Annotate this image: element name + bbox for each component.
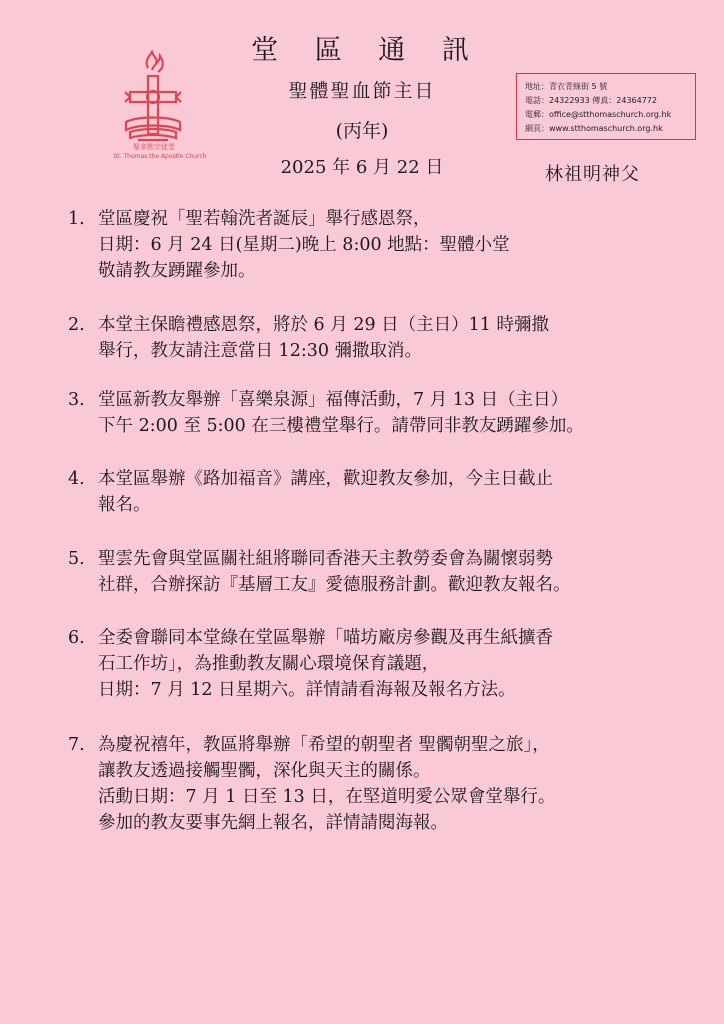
item-number: 3.	[68, 390, 85, 410]
item-number: 5.	[68, 549, 85, 569]
item-text	[98, 387, 688, 439]
contact-box	[516, 73, 696, 140]
logo-caption-cn: 聖多默宗徒堂	[133, 143, 175, 151]
item-line: 堂區新教友舉辦「喜樂泉源」福傳活動，7 月 13 日（主日）	[98, 390, 569, 410]
item-line: 堂區慶祝「聖若翰洗者誕辰」舉行感恩祭，	[98, 209, 431, 229]
item-line: 敬請教友踴躍參加。	[98, 261, 256, 281]
item-line: 為慶祝禧年，教區將舉辦「希望的朝聖者 聖髑朝聖之旅」，	[98, 735, 550, 755]
page-title: 堂 區 通 訊	[251, 35, 483, 66]
announcement-item	[68, 387, 688, 439]
announcement-item	[68, 466, 688, 518]
item-number: 7.	[68, 735, 85, 755]
item-line: 本堂主保瞻禮感恩祭，將於 6 月 29 日（主日）11 時彌撒	[98, 315, 549, 335]
item-number: 2.	[68, 315, 85, 335]
item-line: 社群，合辦探訪『基層工友』愛德服務計劃。歡迎教友報名。	[98, 575, 571, 595]
item-line: 讓教友透過接觸聖髑，深化與天主的關係。	[98, 761, 431, 781]
announcement-item	[68, 206, 688, 284]
item-text	[98, 732, 688, 836]
page-subtitle: 聖體聖血節主日	[288, 80, 436, 102]
item-line: 聖雲先會與堂區關社組將聯同香港天主教勞委會為關懷弱勢	[98, 549, 553, 569]
announcement-item	[68, 546, 688, 598]
item-text	[98, 546, 688, 598]
priest-name: 林祖明神父	[545, 164, 640, 185]
announcement-item	[68, 312, 688, 364]
item-number: 1.	[68, 209, 85, 229]
item-text	[98, 625, 688, 703]
church-logo	[108, 50, 212, 165]
contact-phone: 電話：24322933 傳真：24364772	[525, 96, 657, 105]
announcement-item	[68, 625, 688, 703]
item-line: 下午 2:00 至 5:00 在三樓禮堂舉行。請帶同非教友踴躍參加。	[98, 416, 584, 436]
item-line: 日期：7 月 12 日星期六。詳情請看海報及報名方法。	[98, 680, 516, 700]
item-text	[98, 206, 688, 284]
issue-date: 2025 年 6 月 22 日	[280, 157, 444, 178]
item-text	[98, 466, 688, 518]
item-line: 石工作坊」，為推動教友關心環境保育議題，	[98, 654, 440, 674]
announcement-item	[68, 732, 688, 836]
item-line: 舉行，教友請注意當日 12:30 彌撒取消。	[98, 341, 423, 361]
item-line: 全委會聯同本堂綠在堂區舉辦「喵坊廠房參觀及再生紙擴香	[98, 628, 553, 648]
contact-email: 電郵：office@stthomaschurch.org.hk	[525, 110, 672, 119]
item-line: 活動日期：7 月 1 日至 13 日，在堅道明愛公眾會堂舉行。	[98, 787, 556, 807]
item-text	[98, 312, 688, 364]
item-number: 6.	[68, 628, 85, 648]
item-line: 本堂區舉辦《路加福音》講座，歡迎教友參加，今主日截止	[98, 469, 553, 489]
item-line: 參加的教友要事先網上報名，詳情請閱海報。	[98, 813, 448, 833]
item-number: 4.	[68, 469, 85, 489]
liturgical-year: (丙年)	[335, 120, 389, 142]
contact-address: 地址：青衣青綠街 5 號	[525, 82, 608, 91]
logo-caption-en: St. Thomas the Apostle Church	[113, 153, 207, 160]
item-line: 報名。	[98, 495, 151, 515]
contact-website: 網頁：www.stthomaschurch.org.hk	[525, 124, 663, 133]
item-line: 日期：6 月 24 日(星期二)晚上 8:00 地點：聖體小堂	[98, 235, 510, 255]
